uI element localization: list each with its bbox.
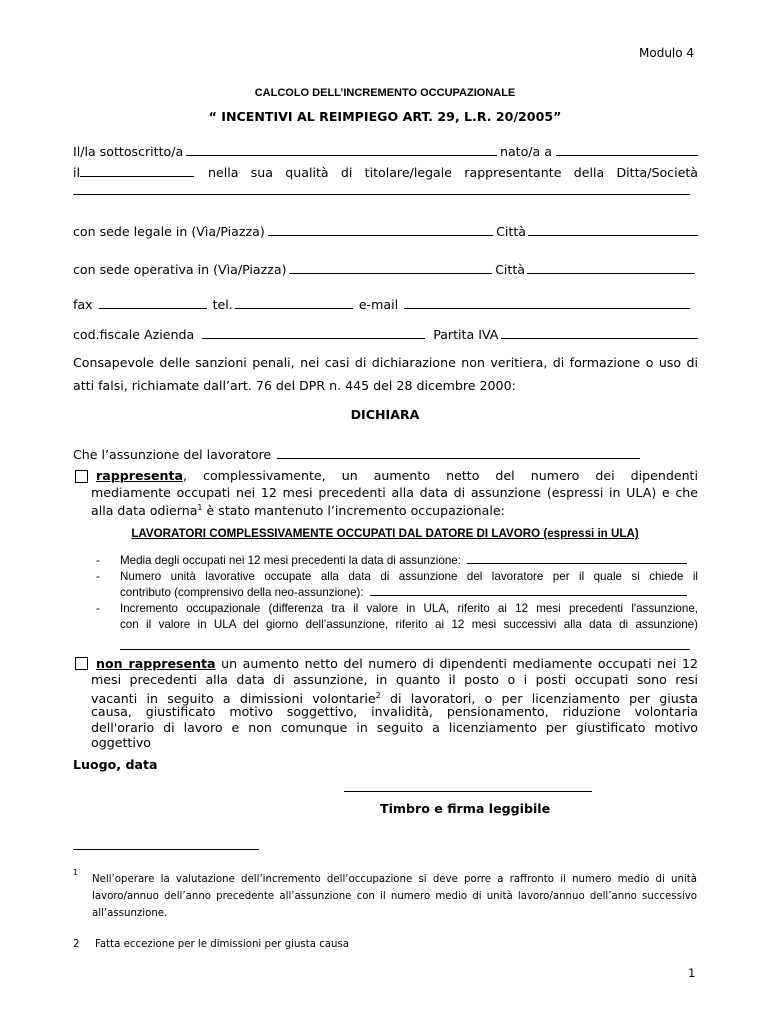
bullet-3-line-2: con il valore in ULA del giorno dell’assunzione, riferito ai 12 mesi successivi alla data di assunzione) xyxy=(120,618,698,631)
bullet-dash: - xyxy=(96,602,100,615)
email-field[interactable] xyxy=(404,298,690,309)
bullet-2-line-1: Numero unità lavorative occupate alla data di assunzione del lavoratore per il quale si chiede il xyxy=(120,570,698,583)
on-label: il xyxy=(73,165,80,180)
hiring-row xyxy=(73,447,643,462)
vat-field[interactable] xyxy=(501,328,698,339)
bullet-2-line-2: contributo (comprensivo della neo-assunzione): xyxy=(120,586,364,599)
awareness-line-2: atti falsi, richiamate dall’art. 76 del DPR n. 445 del 28 dicembre 2000: xyxy=(73,378,516,393)
fiscal-row xyxy=(73,327,698,342)
footnote-separator xyxy=(73,849,259,850)
undersigned-row xyxy=(73,144,698,159)
workers-heading: LAVORATORI COMPLESSIVAMENTE OCCUPATI DAL DATORE DI LAVORO (espressi in ULA) xyxy=(131,527,639,540)
signature-label: Timbro e firma leggibile xyxy=(380,801,551,816)
birthdate-field[interactable] xyxy=(80,165,194,177)
company-name-field[interactable] xyxy=(73,194,690,195)
contacts-row xyxy=(73,297,693,312)
place-date-label: Luogo, data xyxy=(73,757,158,772)
operational-city-label: Città xyxy=(495,262,525,277)
footnote-2-number: 2 xyxy=(73,939,80,950)
fax-field[interactable] xyxy=(99,297,207,309)
footnote-1-number: 1 xyxy=(73,868,79,877)
legal-seat-label: con sede legale in (Vìa/Piazza) xyxy=(73,224,265,239)
operational-seat-label: con sede operativa in (Vìa/Piazza) xyxy=(73,262,287,277)
bullet-1-text: Media degli occupati nei 12 mesi precedenti la data di assunzione: xyxy=(120,554,461,567)
option2-line3-pre: vacanti in seguito a dimissioni volontarie xyxy=(91,691,376,707)
signature-field[interactable] xyxy=(344,791,592,792)
option-represents-checkbox[interactable] xyxy=(75,470,88,483)
hiring-label: Che l’assunzione del lavoratore xyxy=(73,447,272,462)
awareness-line-1: Consapevole delle sanzioni penali, nei casi di dichiarazione non veritiera, di formazione o uso di xyxy=(73,355,698,370)
option1-line3-post: è stato mantenuto l’incremento occupazionale: xyxy=(202,503,505,519)
module-label: Modulo 4 xyxy=(639,46,695,60)
option2-line3-post: di lavoratori, o per licenziamento per giusta xyxy=(380,691,698,707)
born-label: nato/a a xyxy=(499,144,552,159)
option1-line1-rest: , complessivamente, un aumento netto del numero dei dipendenti xyxy=(183,468,698,483)
vat-label: Partita IVA xyxy=(433,327,499,342)
legal-seat-row xyxy=(73,224,698,239)
option1-line-2: mediamente occupati nei 12 mesi precedenti alla data di assunzione (espressi in ULA) e che xyxy=(91,485,698,500)
bullet-3-line-1: Incremento occupazionale (differenza tra il valore in ULA, riferito ai 12 mesi precedenti l'assunzione, xyxy=(120,602,698,615)
footnote-1-line-2: lavoro/annuo dell’anno precedente all’assunzione con il numero medio di unità lavoro/annuo dell’anno successivo xyxy=(92,891,697,902)
tel-field[interactable] xyxy=(235,297,353,309)
legal-city-field[interactable] xyxy=(528,224,698,236)
legal-seat-field[interactable] xyxy=(268,225,493,236)
option-not-represents-checkbox[interactable] xyxy=(75,657,88,670)
birthplace-field[interactable] xyxy=(556,144,698,156)
bullet-dash: - xyxy=(96,570,100,583)
capacity-row xyxy=(73,165,698,180)
occupational-increment-field[interactable] xyxy=(120,649,690,650)
sub-title: “ INCENTIVI AL REIMPIEGO ART. 29, L.R. 20/2005” xyxy=(208,109,562,124)
footnote-1-line-3: all’assunzione. xyxy=(92,908,168,919)
footnote-ref-2: 2 xyxy=(375,691,381,700)
tel-label: tel. xyxy=(212,297,233,312)
fax-label: fax xyxy=(73,297,93,312)
worker-name-field[interactable] xyxy=(277,448,640,459)
option1-line3-pre: alla data odierna xyxy=(91,503,198,519)
declares-heading: DICHIARA xyxy=(350,407,420,422)
footnote-ref-1: 1 xyxy=(197,503,203,512)
page-number: 1 xyxy=(688,966,696,980)
legal-city-label: Città xyxy=(496,224,526,239)
option2-line1-rest: un aumento netto del numero di dipendenti mediamente occupati nei 12 xyxy=(215,656,699,671)
bullet-1 xyxy=(96,553,698,569)
tax-code-field[interactable] xyxy=(202,327,425,339)
option2-line-2: mesi precedenti alla data di assunzione, in quanto il posto o i posti occupati sono resi xyxy=(91,672,698,687)
undersigned-field[interactable] xyxy=(186,145,497,156)
units-employed-field[interactable] xyxy=(370,586,687,596)
footnote-1-line-1: Nell’operare la valutazione dell’incremento dell’occupazione si deve porre a raffronto il numero medio di unità xyxy=(92,874,697,885)
option2-line-4: causa, giustificato motivo soggettivo, invalidità, pensionamento, riduzione volontaria xyxy=(91,704,698,719)
operational-seat-field[interactable] xyxy=(289,263,492,274)
option1-keyword: rappresenta xyxy=(96,468,184,483)
option1-line-3 xyxy=(91,500,698,518)
footnote-2: Fatta eccezione per le dimissioni per giusta causa xyxy=(95,939,350,950)
capacity-text: nella sua qualità di titolare/legale rappresentante della Ditta/Società xyxy=(208,165,698,180)
main-title: CALCOLO DELL’INCREMENTO OCCUPAZIONALE xyxy=(254,87,516,99)
option2-line-5: dell'orario di lavoro e non comunque in seguito a licenziamento per giustificato motivo xyxy=(91,720,698,735)
footnote-1 xyxy=(92,871,697,922)
bullet-dash: - xyxy=(96,554,100,567)
bullet-3 xyxy=(96,601,698,633)
option1-line-1 xyxy=(96,468,698,483)
option2-line-6: oggettivo xyxy=(91,735,151,750)
option2-keyword: non rappresenta xyxy=(96,656,216,671)
operational-city-field[interactable] xyxy=(527,262,695,274)
option2-line-1 xyxy=(96,656,698,671)
operational-seat-row xyxy=(73,262,695,277)
email-label: e-mail xyxy=(358,297,399,312)
average-employees-field[interactable] xyxy=(467,554,687,564)
tax-code-label: cod.fiscale Azienda xyxy=(73,327,195,342)
bullet-2 xyxy=(96,569,698,601)
undersigned-label: Il/la sottoscritto/a xyxy=(73,144,184,159)
